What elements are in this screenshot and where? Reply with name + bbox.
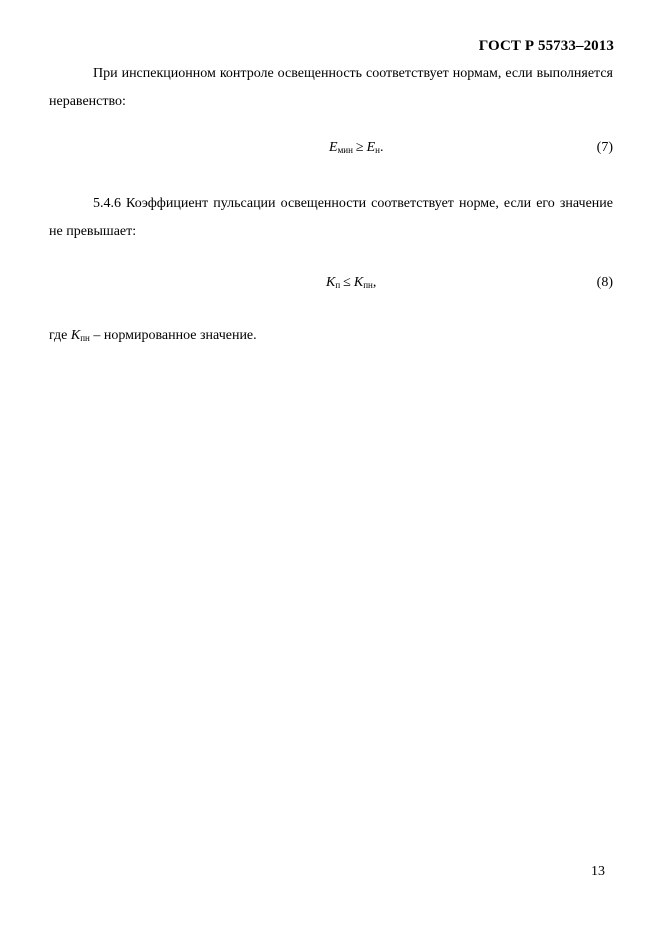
- paragraph-text: 5.4.6 Коэффициент пульсации освещенности соответствует норме, если его значение не превышает:: [49, 196, 613, 239]
- where-prefix: где: [49, 328, 68, 343]
- formula-lhs-subscript: п: [335, 280, 341, 290]
- page-number: 13: [591, 864, 605, 879]
- where-symbol: K: [70, 328, 81, 343]
- equation-number-7: (7): [596, 140, 613, 155]
- formula-rhs-symbol: K: [353, 275, 364, 290]
- paragraph-text: При инспекционном контроле освещенность соответствует нормам, если выполняется неравенство:: [49, 66, 613, 109]
- paragraph-inspection-control: [49, 60, 613, 116]
- formula-rhs-subscript: пн: [363, 280, 373, 290]
- formula-end-punct: .: [379, 140, 384, 155]
- paragraph-where-definition: [49, 322, 613, 352]
- formula-operator: ≤: [343, 275, 351, 290]
- equation-number-8: (8): [596, 275, 613, 290]
- paragraph-pulsation-coefficient: [49, 190, 613, 246]
- formula-operator: ≥: [355, 140, 364, 155]
- where-subscript: пн: [80, 333, 90, 343]
- formula-lhs-subscript: мин: [337, 145, 353, 155]
- where-definition-text: – нормированное значение.: [93, 328, 257, 343]
- formula-end-punct: ,: [372, 275, 377, 290]
- formula-8: [326, 275, 376, 291]
- formula-lhs-symbol: E: [329, 140, 338, 155]
- document-code-header: ГОСТ Р 55733–2013: [478, 38, 614, 54]
- formula-7: [329, 140, 383, 156]
- formula-rhs-subscript: н: [375, 145, 380, 155]
- formula-lhs-symbol: K: [326, 275, 336, 290]
- formula-rhs-symbol: E: [366, 140, 376, 155]
